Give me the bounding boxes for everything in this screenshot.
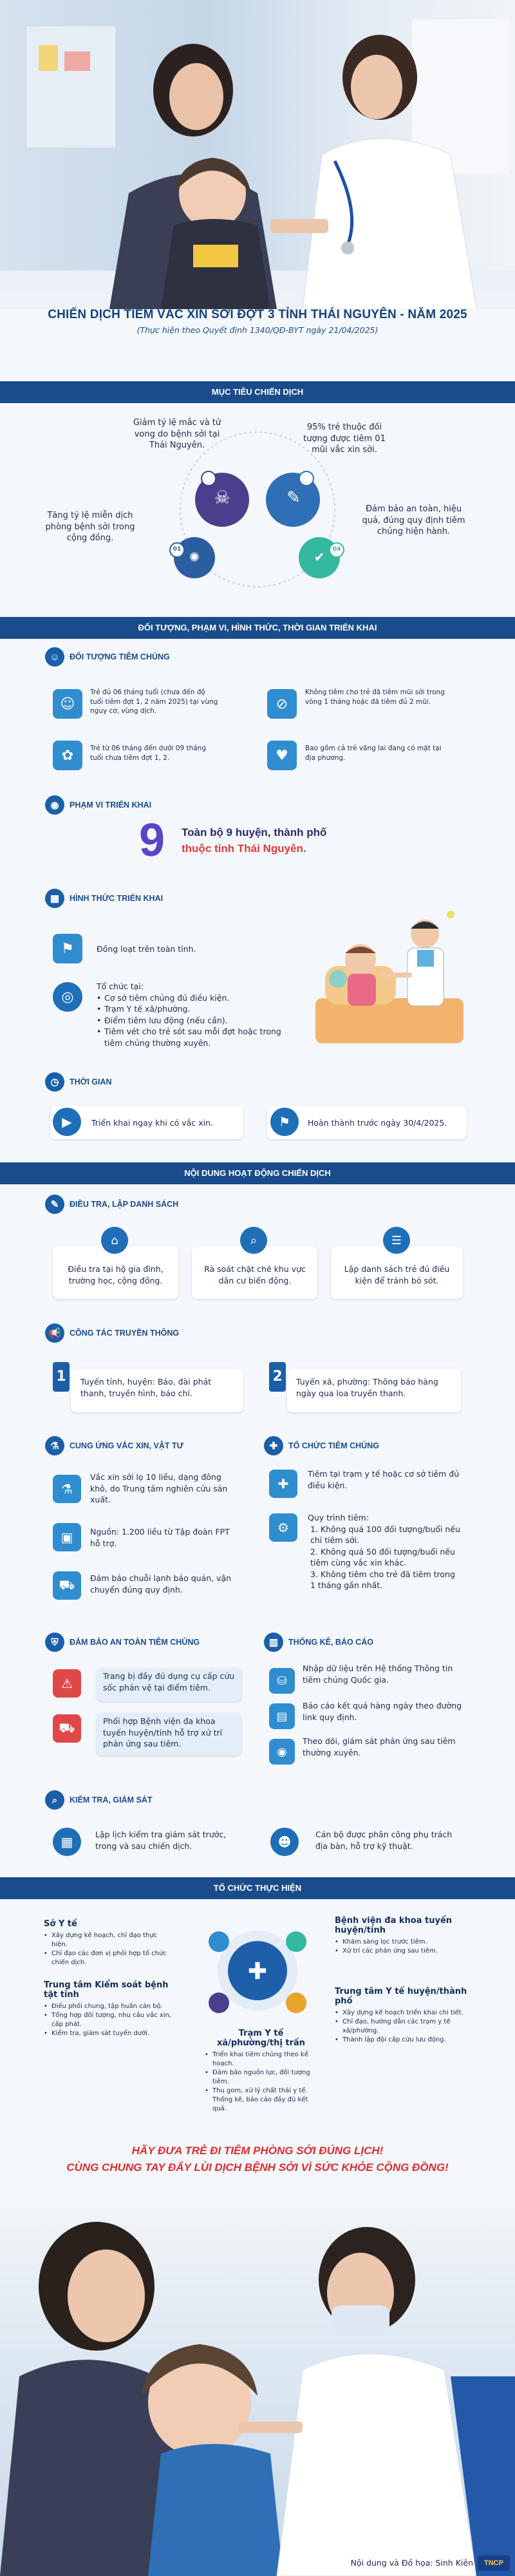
ttyt-li: • Chỉ đạo, hướng dẫn các trạm y tế xã/phường.	[335, 2018, 470, 2036]
pin-icon: ◎	[53, 982, 82, 1012]
cdc-title: Trung tâm Kiểm soát bệnh tật tỉnh	[44, 1980, 169, 2000]
form-heading	[45, 889, 163, 908]
footer-illustration	[0, 2209, 515, 2576]
inspect-heading	[45, 1790, 152, 1810]
time-start-text: Triển khai ngay khi có vắc xin.	[91, 1118, 213, 1128]
org-cdc	[44, 1980, 179, 2038]
comm-num-2: 2	[269, 1362, 286, 1392]
process-icon: ⚙	[269, 1513, 297, 1542]
vial-icon: ⚗	[53, 1475, 81, 1503]
supply-heading	[45, 1436, 183, 1455]
map-icon: ⚑	[53, 934, 82, 963]
logo	[478, 2555, 510, 2571]
so-yte-li: • Xây dựng kế hoạch, chỉ đạo thực hiện.	[44, 1931, 173, 1949]
tram-list	[205, 2050, 317, 2114]
house-icon: ⌂	[101, 1227, 128, 1254]
cdc-list	[44, 2002, 179, 2038]
target-heading-text: ĐỐI TƯỢNG TIÊM CHỦNG	[70, 652, 170, 661]
supply-item-2: Nguồn: 1.200 liều từ Tập đoàn FPT hỗ trợ.	[90, 1527, 230, 1548]
range-heading	[45, 795, 151, 815]
cdc-li: • Kiểm tra, giám sát tuyến dưới.	[44, 2029, 179, 2038]
so-yte-li: • Chỉ đạo các đơn vị phối hợp tổ chức chiến dịch.	[44, 1949, 173, 1967]
organize-hub	[193, 1922, 322, 2025]
page-subtitle: (Thực hiện theo Quyết định 1340/QĐ-BYT ngày 21/04/2025)	[136, 325, 379, 335]
schedule-icon: ▦	[53, 1828, 81, 1856]
safety-item-2: Phối hợp Bệnh viện đa khoa tuyến huyện/tỉnh hỗ trợ xử trí phản ứng sau tiêm.	[103, 1716, 223, 1748]
supply-item-3: Đảm bảo chuỗi lạnh bảo quản, vận chuyển đúng quy định.	[90, 1573, 232, 1595]
shield-check-icon: ✔	[314, 549, 325, 565]
survey-item-1: Điều tra tại hộ gia đình, trường học, cộng đồng.	[68, 1264, 164, 1285]
svg-text:✚: ✚	[247, 1958, 268, 1985]
vaccination-illustration	[303, 889, 476, 1056]
baby-icon: ☺	[45, 647, 64, 667]
tram-title: Trạm Y tế xã/phường/thị trấn	[216, 2029, 306, 2048]
form-item-2-li: • Điểm tiêm lưu động (nếu cần).	[97, 1015, 283, 1027]
safety-item-1: Trang bị đầy đủ dụng cụ cấp cứu sốc phản vệ tại điểm tiêm.	[103, 1671, 235, 1692]
inspect-item-2: Cán bộ được phân công phụ trách địa bàn, hỗ trợ kỹ thuật.	[315, 1830, 453, 1851]
target-item-4: Bao gồm cả trẻ vãng lai đang có mặt tại địa phương.	[305, 744, 442, 762]
no-injection-icon: ⊘	[267, 689, 297, 719]
page-title: CHIẾN DỊCH TIÊM VẮC XIN SỞI ĐỢT 3 TỈNH THÁI NGUYÊN - NĂM 2025	[48, 308, 467, 321]
ttyt-li: • Thành lập đội cấp cứu lưu động.	[335, 2036, 470, 2045]
goal-3-text: 95% trẻ thuộc đối tượng được tiêm 01 mũi vắc xin sởi.	[303, 422, 386, 455]
goal-badge-01: 01	[173, 546, 182, 553]
org-ttyt	[335, 1987, 470, 2045]
survey-heading	[45, 1195, 178, 1214]
form-item-2-li: • Tiêm vét cho trẻ sót sau mỗi đợt hoặc trong tiêm chủng thường xuyên.	[97, 1026, 283, 1048]
ttyt-title: Trung tâm Y tế huyện/thành phố	[335, 1987, 467, 2006]
shield-icon: ⛨	[45, 1633, 64, 1652]
goals-band: MỤC TIÊU CHIẾN DỊCH	[0, 381, 515, 403]
footer-photo	[0, 2209, 515, 2576]
form-item-2-list	[97, 992, 283, 1049]
form-item-2-li: • Trạm Y tế xã/phường.	[97, 1003, 283, 1015]
comm-heading	[45, 1323, 179, 1343]
range-number: 9	[138, 815, 165, 866]
inspect-item-1: Lập lịch kiểm tra giám sát trước, trong và sau chiến dịch.	[95, 1830, 227, 1851]
box-icon: ▣	[53, 1523, 81, 1551]
clipboard-icon: ✎	[45, 1195, 64, 1214]
org-so-yte	[44, 1919, 173, 1967]
form-heading-text: HÌNH THỨC TRIỂN KHAI	[70, 894, 164, 903]
megaphone-icon: 📢	[45, 1323, 64, 1343]
bv-title: Bệnh viện đa khoa tuyến huyện/tỉnh	[335, 1916, 453, 1935]
target-item-2: Không tiêm cho trẻ đã tiêm mũi sởi trong vòng 1 tháng hoặc đã tiêm đủ 2 mũi.	[305, 688, 445, 706]
goal-4-text: Đảm bảo an toàn, hiệu quả, đúng quy định tiêm chủng hiện hành.	[362, 504, 465, 537]
ttyt-list	[335, 2009, 470, 2045]
form-item-2-title: Tổ chức tại:	[97, 981, 144, 991]
slogan-line2: CÙNG CHUNG TAY ĐẨY LÙI DỊCH BỆNH SỞI VÌ SỨC KHỎE CỘNG ĐỒNG!	[66, 2161, 449, 2174]
bv-li: • Khám sàng lọc trước tiêm.	[335, 1938, 470, 1947]
credit-text: Nội dung và Đồ họa: Sinh Kiên	[350, 2558, 473, 2568]
infant-icon: ✿	[53, 741, 82, 770]
title-block	[0, 308, 515, 335]
time-heading-text: THỜI GIAN	[70, 1077, 112, 1086]
range-line1: Toàn bộ 9 huyện, thành phố	[182, 826, 327, 838]
finish-icon: ⚑	[270, 1108, 299, 1136]
org-item-2-title: Quy trình tiêm:	[308, 1513, 369, 1522]
baby-age-icon: ☺	[53, 689, 82, 719]
supply-item-1: Vắc xin sởi lọ 10 liều, dạng đông khô, do Trung tâm nghiên cứu sản xuất.	[90, 1472, 228, 1504]
goal-1-text: Tăng tỷ lệ miễn dịch phòng bệnh sởi trong cộng đồng.	[45, 511, 135, 544]
form-item-2-li: • Cơ sở tiêm chủng đủ điều kiện.	[97, 992, 283, 1004]
bv-list	[335, 1938, 470, 1956]
ttyt-li: • Xây dựng kế hoạch triển khai chi tiết.	[335, 2009, 470, 2018]
range-line2: thuộc tỉnh Thái Nguyên.	[182, 842, 306, 855]
org-item-2-step: 1. Không quá 100 đối tượng/buổi nếu chỉ tiêm sởi.	[310, 1524, 460, 1545]
org-item-2-step: 2. Không quá 50 đối tượng/buổi nếu tiêm cùng vắc xin khác.	[310, 1546, 455, 1567]
form-item-2	[97, 981, 283, 1048]
goal-badge-03: 03	[302, 491, 311, 497]
org-heading	[264, 1436, 379, 1455]
siren-icon: ⚠	[53, 1669, 81, 1698]
stats-heading	[264, 1633, 373, 1652]
search-icon: ⌕	[240, 1227, 267, 1254]
so-yte-title: Sở Y tế	[44, 1919, 77, 1929]
hero-photo	[0, 0, 515, 309]
goal-badge-04: 04	[332, 546, 341, 553]
org-heading-text: TỔ CHỨC TIÊM CHỦNG	[288, 1441, 379, 1450]
comm-item-1: Tuyến tỉnh, huyện: Báo, đài phát thanh, truyền hình, báo chí.	[80, 1377, 212, 1398]
org-bv	[335, 1916, 470, 1956]
slogan-line1: HÃY ĐƯA TRẺ ĐI TIÊM PHÒNG SỞI ĐÚNG LỊCH!	[131, 2145, 384, 2157]
hero-illustration	[0, 0, 515, 309]
survey-item-3: Lập danh sách trẻ đủ điều kiện để tránh bỏ sót.	[344, 1264, 450, 1285]
truck-icon: ⛟	[53, 1571, 81, 1600]
tram-li: • Đảm bảo nguồn lực, đối tượng tiêm.	[205, 2069, 317, 2087]
survey-heading-text: ĐIỀU TRA, LẬP DANH SÁCH	[70, 1200, 179, 1209]
syringe-icon: ✎	[286, 488, 301, 507]
goal-badge-02: 02	[204, 491, 213, 497]
family-icon: ♥	[267, 741, 297, 770]
calendar-icon: ▦	[45, 889, 64, 908]
monitor-icon: ◉	[269, 1739, 295, 1765]
safety-heading-text: ĐẢM BẢO AN TOÀN TIÊM CHỦNG	[70, 1638, 200, 1647]
so-yte-list	[44, 1931, 173, 1967]
staff-icon: ☻	[270, 1828, 299, 1856]
virus-shield-icon: ✺	[189, 549, 200, 565]
stats-heading-text: THỐNG KÊ, BÁO CÁO	[288, 1638, 373, 1647]
skull-icon: ☠	[214, 487, 230, 508]
vaccine-vial-icon: ⚗	[45, 1436, 64, 1455]
org-item-1: Tiêm tại trạm y tế hoặc cơ sở tiêm đủ điều kiện.	[308, 1469, 460, 1490]
org-item-2	[308, 1512, 462, 1591]
stats-item-1: Nhập dữ liệu trên Hệ thống Thông tin tiêm chủng Quốc gia.	[303, 1663, 453, 1685]
target-item-3: Trẻ từ 06 tháng đến dưới 09 tháng tuổi chưa tiêm đợt 1, 2.	[90, 744, 206, 762]
list-icon: ☰	[383, 1227, 410, 1254]
scope-band: ĐỐI TƯỢNG, PHẠM VI, HÌNH THỨC, THỜI GIAN TRIỂN KHAI	[0, 617, 515, 639]
org-tram	[205, 2029, 317, 2114]
goal-2-text: Giảm tỷ lệ mắc và tử vong do bệnh sởi tại Thái Nguyên.	[133, 418, 221, 451]
tram-li: • Thu gom, xử lý chất thải y tế. Thống kê, báo cáo đầy đủ kết quả.	[205, 2087, 317, 2114]
supply-heading-text: CUNG ỨNG VẮC XIN, VẬT TƯ	[70, 1441, 183, 1450]
target-item-1: Trẻ đủ 06 tháng tuổi (chưa đến độ tuổi tiêm đợt 1, 2 năm 2025) tại vùng nguy cơ, vùng dịch.	[90, 688, 218, 715]
clock-icon: ◷	[45, 1072, 64, 1092]
stats-item-2: Báo cáo kết quả hàng ngày theo đường link quy định.	[303, 1701, 462, 1722]
survey-item-2: Rà soát chặt chẽ khu vực dân cư biến động.	[204, 1264, 306, 1285]
org-item-2-step: 3. Không tiêm cho trẻ đã tiêm trong 1 tháng gần nhất.	[310, 1569, 455, 1590]
form-item-1: Đồng loạt trên toàn tỉnh.	[97, 944, 196, 954]
inspect-heading-text: KIỂM TRA, GIÁM SÁT	[70, 1795, 153, 1804]
cdc-li: • Điều phối chung, tập huấn cán bộ.	[44, 2002, 179, 2011]
report-icon: ▤	[269, 1703, 295, 1729]
safety-heading	[45, 1633, 200, 1652]
start-icon: ▶	[53, 1108, 81, 1136]
organize-band: TỔ CHỨC THỰC HIỆN	[0, 1877, 515, 1899]
chart-icon: ▥	[264, 1633, 283, 1652]
target-heading	[45, 647, 170, 667]
range-heading-text: PHẠM VI TRIỂN KHAI	[70, 800, 152, 810]
time-heading	[45, 1072, 112, 1092]
bv-li: • Xử trí các phản ứng sau tiêm.	[335, 1947, 470, 1956]
clinic-icon: ✚	[269, 1470, 297, 1498]
time-end-text: Hoàn thành trước ngày 30/4/2025.	[308, 1118, 447, 1128]
hospital-icon: ✚	[264, 1436, 283, 1455]
magnifier-icon: ⌕	[45, 1790, 64, 1810]
cdc-li: • Tổng hợp đối tượng, nhu cầu vắc xin, cấp phát.	[44, 2011, 179, 2029]
activities-band: NỘI DUNG HOẠT ĐỘNG CHIẾN DỊCH	[0, 1162, 515, 1184]
location-icon: ◉	[45, 795, 64, 815]
logo-text: TNCP	[484, 2559, 503, 2567]
stats-item-3: Theo dõi, giám sát phản ứng sau tiêm thường xuyên.	[303, 1736, 456, 1757]
comm-heading-text: CÔNG TÁC TRUYỀN THÔNG	[70, 1329, 180, 1338]
comm-num-1: 1	[53, 1362, 70, 1392]
ambulance-icon: ⛟	[53, 1714, 81, 1743]
tram-li: • Triển khai tiêm chủng theo kế hoạch.	[205, 2050, 317, 2069]
comm-item-2: Tuyến xã, phường: Thông báo hàng ngày qua loa truyền thanh.	[296, 1377, 438, 1398]
database-icon: ⛁	[269, 1668, 295, 1694]
